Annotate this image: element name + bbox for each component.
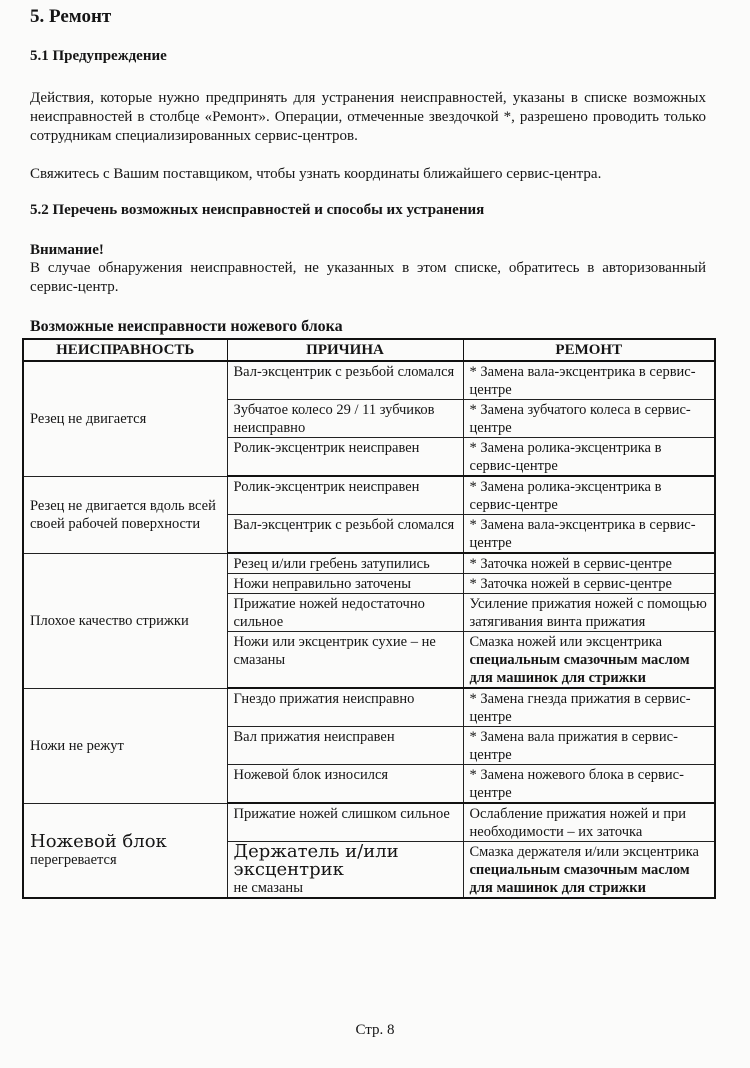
attention-paragraph: В случае обнаружения неисправностей, не указанных в этом списке, обратитесь в авторизованный сервис-центр. xyxy=(30,260,706,295)
header-fault: НЕИСПРАВНОСТЬ xyxy=(23,339,227,361)
repair-text: * Замена ролика-эксцентрика в сервис-центре xyxy=(469,440,662,474)
table-row xyxy=(23,476,715,515)
table-header-row xyxy=(23,339,715,361)
cause-text: Прижатие ножей недостаточно сильное xyxy=(233,596,425,630)
page-number: Стр. 8 xyxy=(355,1022,395,1038)
repair-text: * Замена вала-эксцентрика в сервис-центре xyxy=(469,517,696,551)
faults-subtitle: 5.2 Перечень возможных неисправностей и способы их устранения xyxy=(30,202,485,218)
cause-text: Зубчатое колесо 29 / 11 зубчиков неисправно xyxy=(233,402,435,436)
repair-text: * Замена вала прижатия в сервис-центре xyxy=(469,729,678,763)
header-cause: ПРИЧИНА xyxy=(227,339,463,361)
repair-cell xyxy=(463,574,715,594)
repair-cell xyxy=(463,765,715,804)
fault-text: Резец не двигается xyxy=(30,411,147,428)
table-row xyxy=(23,688,715,727)
repair-cell xyxy=(463,515,715,554)
repair-text: * Замена зубчатого колеса в сервис-центре xyxy=(469,402,691,436)
cause-text: Вал прижатия неисправен xyxy=(233,729,395,745)
repair-text: * Замена вала-эксцентрика в сервис-центре xyxy=(469,364,696,398)
attention-label: Внимание! xyxy=(30,242,104,258)
repair-text-bold: специальным смазочным маслом для машинок для стрижки xyxy=(469,862,690,896)
cause-text: Резец и/или гребень затупились xyxy=(233,556,430,572)
repair-cell xyxy=(463,688,715,727)
cause-text: Ролик-эксцентрик неисправен xyxy=(233,479,420,495)
repair-text: * Замена ролика-эксцентрика в сервис-центре xyxy=(469,479,662,513)
table-row xyxy=(23,803,715,842)
table-row xyxy=(23,361,715,400)
cause-cell xyxy=(227,688,463,727)
fault-cell xyxy=(23,803,227,898)
cause-text: Ножи неправильно заточены xyxy=(233,576,412,592)
repair-cell xyxy=(463,438,715,477)
repair-text: * Заточка ножей в сервис-центре xyxy=(469,556,672,572)
fault-cell xyxy=(23,688,227,803)
contact-paragraph: Свяжитесь с Вашим поставщиком, чтобы узнать координаты ближайшего сервис-центра. xyxy=(30,166,602,182)
repair-text: Усиление прижатия ножей с помощью затягивания винта прижатия xyxy=(469,596,707,630)
fault-cell xyxy=(23,361,227,476)
table-body xyxy=(23,361,715,898)
cause-cell xyxy=(227,765,463,804)
faults-table xyxy=(22,338,716,899)
repair-cell xyxy=(463,553,715,574)
fault-text: Плохое качество стрижки xyxy=(30,613,189,629)
cause-cell xyxy=(227,803,463,842)
cause-cell xyxy=(227,594,463,632)
cause-text-large: Держатель и/или эксцентрик xyxy=(233,841,399,880)
cause-text: Ролик-эксцентрик неисправен xyxy=(233,440,420,456)
cause-text: Вал-эксцентрик с резьбой сломался xyxy=(233,364,455,380)
repair-cell xyxy=(463,727,715,765)
fault-text: перегревается xyxy=(30,851,117,868)
repair-cell xyxy=(463,476,715,515)
warning-subtitle: 5.1 Предупреждение xyxy=(30,48,167,64)
cause-cell xyxy=(227,400,463,438)
section-title: 5. Ремонт xyxy=(30,6,112,27)
table-row xyxy=(23,553,715,574)
cause-cell xyxy=(227,842,463,899)
cause-cell xyxy=(227,553,463,574)
repair-cell xyxy=(463,400,715,438)
header-repair: РЕМОНТ xyxy=(463,339,715,361)
cause-cell xyxy=(227,361,463,400)
fault-cell xyxy=(23,476,227,553)
cause-text: не смазаны xyxy=(233,880,303,896)
cause-text: Ножевой блок износился xyxy=(233,767,389,783)
cause-cell xyxy=(227,476,463,515)
repair-cell xyxy=(463,803,715,842)
repair-text: * Замена гнезда прижатия в сервис-центре xyxy=(469,691,691,725)
repair-text: * Заточка ножей в сервис-центре xyxy=(469,576,672,592)
repair-cell xyxy=(463,632,715,689)
cause-cell xyxy=(227,727,463,765)
fault-text: Ножи не режут xyxy=(30,738,124,754)
repair-cell xyxy=(463,594,715,632)
fault-text: Резец не двигается вдоль всей своей рабочей поверхности xyxy=(30,498,216,532)
table-caption: Возможные неисправности ножевого блока xyxy=(30,318,343,335)
cause-cell xyxy=(227,438,463,477)
cause-text: Прижатие ножей слишком сильное xyxy=(233,806,450,822)
cause-cell xyxy=(227,515,463,554)
warning-paragraph: Действия, которые нужно предпринять для устранения неисправностей, указаны в списке возможных неисправностей в столбце «Ремонт». Операции, отмеченные звездочкой *, разрешено проводить только сотрудникам специализированных сервис-центров. xyxy=(30,90,706,144)
cause-text: Ножи или эксцентрик сухие – не смазаны xyxy=(233,634,436,668)
repair-cell xyxy=(463,842,715,899)
repair-cell xyxy=(463,361,715,400)
cause-text: Вал-эксцентрик с резьбой сломался xyxy=(233,517,455,533)
repair-text: Смазка держателя и/или эксцентрика xyxy=(469,844,699,860)
cause-text: Гнездо прижатия неисправно xyxy=(233,691,415,707)
fault-cell xyxy=(23,553,227,688)
cause-cell xyxy=(227,632,463,689)
cause-cell xyxy=(227,574,463,594)
fault-text-large: Ножевой блок xyxy=(30,830,167,852)
repair-text: * Замена ножевого блока в сервис-центре xyxy=(469,767,684,801)
repair-text-bold: специальным смазочным маслом для машинок для стрижки xyxy=(469,652,690,686)
repair-text: Смазка ножей или эксцентрика xyxy=(469,634,663,650)
repair-text: Ослабление прижатия ножей и при необходимости – их заточка xyxy=(469,806,687,840)
